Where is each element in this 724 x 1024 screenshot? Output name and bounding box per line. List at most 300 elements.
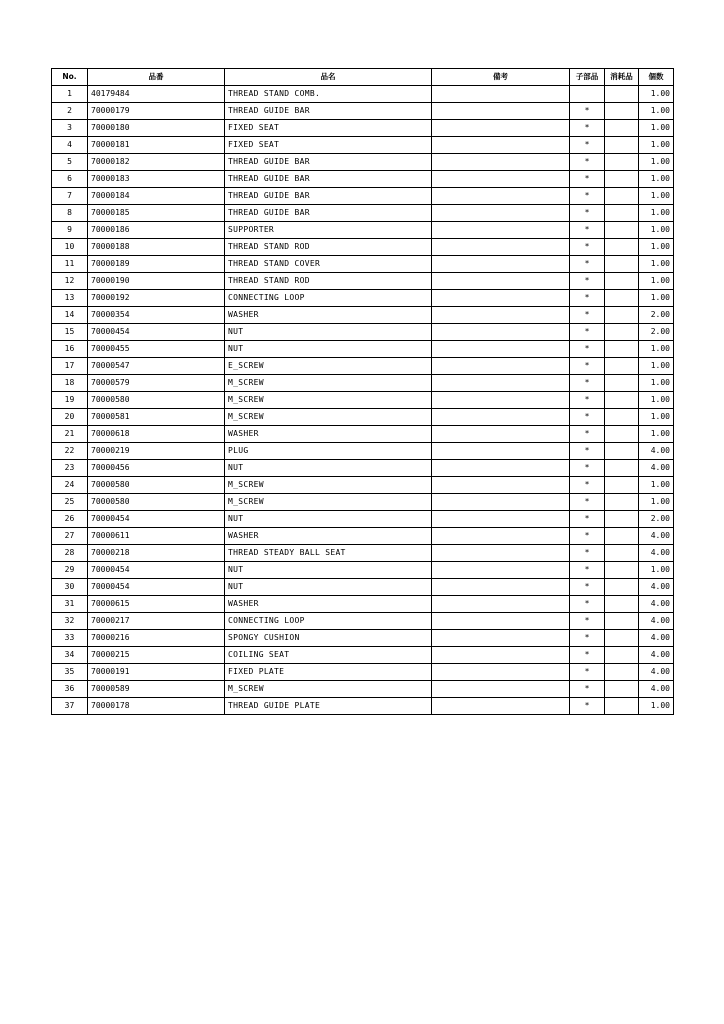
cell-remarks xyxy=(432,647,570,664)
cell-consumable xyxy=(605,613,639,630)
cell-no: 17 xyxy=(52,358,88,375)
cell-subpart: * xyxy=(570,630,605,647)
cell-part-name: CONNECTING LOOP xyxy=(225,613,432,630)
cell-subpart: * xyxy=(570,494,605,511)
cell-quantity: 4.00 xyxy=(639,613,674,630)
table-row xyxy=(52,630,674,647)
cell-part-number: 70000454 xyxy=(88,579,225,596)
table-row xyxy=(52,392,674,409)
cell-part-name: M_SCREW xyxy=(225,392,432,409)
cell-remarks xyxy=(432,426,570,443)
cell-part-number: 70000580 xyxy=(88,392,225,409)
cell-part-name: NUT xyxy=(225,341,432,358)
cell-subpart: * xyxy=(570,647,605,664)
cell-consumable xyxy=(605,188,639,205)
cell-no: 15 xyxy=(52,324,88,341)
table-row xyxy=(52,545,674,562)
cell-subpart: * xyxy=(570,103,605,120)
cell-subpart: * xyxy=(570,290,605,307)
table-row xyxy=(52,358,674,375)
table-row xyxy=(52,341,674,358)
cell-part-name: THREAD GUIDE BAR xyxy=(225,154,432,171)
cell-part-number: 70000354 xyxy=(88,307,225,324)
table-row xyxy=(52,307,674,324)
cell-quantity: 4.00 xyxy=(639,545,674,562)
cell-part-name: WASHER xyxy=(225,307,432,324)
cell-no: 5 xyxy=(52,154,88,171)
cell-remarks xyxy=(432,562,570,579)
cell-part-number: 70000179 xyxy=(88,103,225,120)
cell-part-number: 70000186 xyxy=(88,222,225,239)
table-row xyxy=(52,86,674,103)
cell-part-name: NUT xyxy=(225,460,432,477)
cell-no: 35 xyxy=(52,664,88,681)
cell-part-number: 70000180 xyxy=(88,120,225,137)
cell-part-name: M_SCREW xyxy=(225,494,432,511)
cell-part-number: 70000218 xyxy=(88,545,225,562)
table-header-row xyxy=(52,69,674,86)
cell-no: 10 xyxy=(52,239,88,256)
table-row xyxy=(52,137,674,154)
cell-part-number: 70000183 xyxy=(88,171,225,188)
cell-quantity: 1.00 xyxy=(639,358,674,375)
cell-part-number: 70000581 xyxy=(88,409,225,426)
cell-quantity: 2.00 xyxy=(639,511,674,528)
cell-remarks xyxy=(432,545,570,562)
cell-subpart: * xyxy=(570,409,605,426)
cell-part-name: THREAD STAND ROD xyxy=(225,273,432,290)
cell-part-number: 70000579 xyxy=(88,375,225,392)
cell-remarks xyxy=(432,307,570,324)
cell-part-name: WASHER xyxy=(225,528,432,545)
cell-remarks xyxy=(432,222,570,239)
cell-remarks xyxy=(432,358,570,375)
cell-consumable xyxy=(605,171,639,188)
table-row xyxy=(52,205,674,222)
cell-part-name: CONNECTING LOOP xyxy=(225,290,432,307)
cell-part-number: 70000219 xyxy=(88,443,225,460)
cell-remarks xyxy=(432,477,570,494)
cell-part-number: 70000580 xyxy=(88,477,225,494)
cell-consumable xyxy=(605,409,639,426)
cell-quantity: 1.00 xyxy=(639,562,674,579)
cell-no: 2 xyxy=(52,103,88,120)
cell-subpart: * xyxy=(570,562,605,579)
header-consumable: 消耗品 xyxy=(605,69,639,86)
cell-no: 8 xyxy=(52,205,88,222)
cell-subpart: * xyxy=(570,324,605,341)
cell-part-number: 70000181 xyxy=(88,137,225,154)
cell-part-name: SPONGY CUSHION xyxy=(225,630,432,647)
cell-quantity: 1.00 xyxy=(639,256,674,273)
cell-remarks xyxy=(432,630,570,647)
cell-part-number: 70000615 xyxy=(88,596,225,613)
cell-consumable xyxy=(605,290,639,307)
cell-part-number: 70000589 xyxy=(88,681,225,698)
cell-consumable xyxy=(605,596,639,613)
cell-remarks xyxy=(432,494,570,511)
cell-part-number: 70000188 xyxy=(88,239,225,256)
cell-consumable xyxy=(605,375,639,392)
cell-no: 28 xyxy=(52,545,88,562)
cell-part-name: THREAD STEADY BALL SEAT xyxy=(225,545,432,562)
cell-quantity: 1.00 xyxy=(639,239,674,256)
cell-part-name: THREAD STAND COMB. xyxy=(225,86,432,103)
cell-quantity: 4.00 xyxy=(639,443,674,460)
cell-quantity: 4.00 xyxy=(639,681,674,698)
cell-consumable xyxy=(605,358,639,375)
cell-part-number: 70000182 xyxy=(88,154,225,171)
cell-subpart: * xyxy=(570,375,605,392)
header-quantity: 個数 xyxy=(639,69,674,86)
cell-quantity: 1.00 xyxy=(639,205,674,222)
cell-consumable xyxy=(605,681,639,698)
cell-consumable xyxy=(605,647,639,664)
cell-subpart: * xyxy=(570,341,605,358)
cell-remarks xyxy=(432,375,570,392)
cell-quantity: 1.00 xyxy=(639,171,674,188)
cell-subpart: * xyxy=(570,596,605,613)
cell-quantity: 1.00 xyxy=(639,426,674,443)
cell-subpart: * xyxy=(570,392,605,409)
cell-part-number: 70000192 xyxy=(88,290,225,307)
cell-part-name: SUPPORTER xyxy=(225,222,432,239)
cell-subpart: * xyxy=(570,477,605,494)
cell-quantity: 1.00 xyxy=(639,375,674,392)
cell-consumable xyxy=(605,239,639,256)
header-part-number: 品番 xyxy=(88,69,225,86)
cell-no: 32 xyxy=(52,613,88,630)
cell-part-name: M_SCREW xyxy=(225,681,432,698)
cell-subpart: * xyxy=(570,698,605,715)
cell-remarks xyxy=(432,409,570,426)
cell-consumable xyxy=(605,460,639,477)
cell-remarks xyxy=(432,273,570,290)
table-row xyxy=(52,494,674,511)
cell-quantity: 4.00 xyxy=(639,579,674,596)
cell-quantity: 2.00 xyxy=(639,324,674,341)
cell-part-number: 70000455 xyxy=(88,341,225,358)
table-row xyxy=(52,562,674,579)
cell-part-number: 70000189 xyxy=(88,256,225,273)
cell-part-name: WASHER xyxy=(225,426,432,443)
cell-consumable xyxy=(605,528,639,545)
cell-remarks xyxy=(432,154,570,171)
table-row xyxy=(52,273,674,290)
cell-no: 20 xyxy=(52,409,88,426)
cell-no: 24 xyxy=(52,477,88,494)
cell-consumable xyxy=(605,579,639,596)
cell-part-number: 70000184 xyxy=(88,188,225,205)
cell-quantity: 4.00 xyxy=(639,460,674,477)
table-row xyxy=(52,188,674,205)
cell-subpart: * xyxy=(570,460,605,477)
cell-part-number: 70000190 xyxy=(88,273,225,290)
cell-part-name: M_SCREW xyxy=(225,477,432,494)
cell-part-name: NUT xyxy=(225,511,432,528)
cell-no: 33 xyxy=(52,630,88,647)
cell-remarks xyxy=(432,86,570,103)
cell-part-name: M_SCREW xyxy=(225,409,432,426)
cell-remarks xyxy=(432,290,570,307)
table-row xyxy=(52,613,674,630)
cell-no: 36 xyxy=(52,681,88,698)
cell-subpart: * xyxy=(570,239,605,256)
cell-part-number: 70000216 xyxy=(88,630,225,647)
table-row xyxy=(52,477,674,494)
cell-quantity: 2.00 xyxy=(639,307,674,324)
table-row xyxy=(52,647,674,664)
cell-part-name: THREAD GUIDE BAR xyxy=(225,103,432,120)
cell-quantity: 1.00 xyxy=(639,341,674,358)
cell-quantity: 1.00 xyxy=(639,120,674,137)
cell-subpart: * xyxy=(570,511,605,528)
cell-no: 12 xyxy=(52,273,88,290)
table-row xyxy=(52,222,674,239)
cell-no: 3 xyxy=(52,120,88,137)
header-subpart: 子部品 xyxy=(570,69,605,86)
cell-part-name: THREAD GUIDE BAR xyxy=(225,205,432,222)
cell-part-name: WASHER xyxy=(225,596,432,613)
parts-list-table xyxy=(51,68,674,715)
cell-subpart: * xyxy=(570,137,605,154)
cell-subpart: * xyxy=(570,613,605,630)
cell-consumable xyxy=(605,630,639,647)
cell-subpart: * xyxy=(570,154,605,171)
cell-part-number: 70000454 xyxy=(88,562,225,579)
cell-remarks xyxy=(432,188,570,205)
cell-remarks xyxy=(432,341,570,358)
cell-consumable xyxy=(605,256,639,273)
cell-part-name: E_SCREW xyxy=(225,358,432,375)
cell-part-number: 40179484 xyxy=(88,86,225,103)
table-row xyxy=(52,120,674,137)
cell-no: 31 xyxy=(52,596,88,613)
cell-part-name: THREAD STAND ROD xyxy=(225,239,432,256)
table-row xyxy=(52,443,674,460)
cell-part-number: 70000580 xyxy=(88,494,225,511)
cell-quantity: 1.00 xyxy=(639,103,674,120)
table-row xyxy=(52,596,674,613)
cell-part-name: FIXED SEAT xyxy=(225,120,432,137)
cell-subpart: * xyxy=(570,256,605,273)
cell-remarks xyxy=(432,120,570,137)
cell-subpart: * xyxy=(570,120,605,137)
cell-part-number: 70000456 xyxy=(88,460,225,477)
cell-quantity: 1.00 xyxy=(639,477,674,494)
cell-no: 14 xyxy=(52,307,88,324)
parts-list-body xyxy=(52,86,674,715)
cell-subpart: * xyxy=(570,443,605,460)
cell-quantity: 1.00 xyxy=(639,188,674,205)
cell-part-name: NUT xyxy=(225,324,432,341)
cell-no: 27 xyxy=(52,528,88,545)
cell-consumable xyxy=(605,562,639,579)
table-row xyxy=(52,681,674,698)
table-row xyxy=(52,511,674,528)
header-remarks: 備考 xyxy=(432,69,570,86)
cell-no: 7 xyxy=(52,188,88,205)
cell-remarks xyxy=(432,698,570,715)
cell-remarks xyxy=(432,443,570,460)
cell-part-number: 70000454 xyxy=(88,511,225,528)
table-row xyxy=(52,460,674,477)
cell-remarks xyxy=(432,613,570,630)
cell-subpart: * xyxy=(570,426,605,443)
cell-quantity: 4.00 xyxy=(639,630,674,647)
cell-part-number: 70000178 xyxy=(88,698,225,715)
cell-consumable xyxy=(605,545,639,562)
cell-no: 19 xyxy=(52,392,88,409)
cell-remarks xyxy=(432,596,570,613)
cell-part-name: PLUG xyxy=(225,443,432,460)
cell-consumable xyxy=(605,86,639,103)
table-row xyxy=(52,375,674,392)
cell-quantity: 1.00 xyxy=(639,137,674,154)
cell-part-number: 70000618 xyxy=(88,426,225,443)
cell-consumable xyxy=(605,477,639,494)
cell-consumable xyxy=(605,443,639,460)
cell-subpart: * xyxy=(570,188,605,205)
cell-consumable xyxy=(605,392,639,409)
cell-subpart: * xyxy=(570,681,605,698)
cell-quantity: 1.00 xyxy=(639,494,674,511)
table-row xyxy=(52,154,674,171)
cell-consumable xyxy=(605,324,639,341)
cell-part-number: 70000217 xyxy=(88,613,225,630)
cell-consumable xyxy=(605,341,639,358)
cell-subpart: * xyxy=(570,307,605,324)
cell-remarks xyxy=(432,579,570,596)
cell-part-name: COILING SEAT xyxy=(225,647,432,664)
table-row xyxy=(52,409,674,426)
cell-consumable xyxy=(605,103,639,120)
table-row xyxy=(52,528,674,545)
cell-part-number: 70000547 xyxy=(88,358,225,375)
cell-remarks xyxy=(432,256,570,273)
cell-no: 11 xyxy=(52,256,88,273)
cell-subpart: * xyxy=(570,222,605,239)
cell-part-name: FIXED SEAT xyxy=(225,137,432,154)
table-row xyxy=(52,290,674,307)
cell-remarks xyxy=(432,171,570,188)
cell-consumable xyxy=(605,307,639,324)
cell-part-number: 70000191 xyxy=(88,664,225,681)
cell-no: 18 xyxy=(52,375,88,392)
cell-remarks xyxy=(432,324,570,341)
cell-consumable xyxy=(605,273,639,290)
cell-quantity: 4.00 xyxy=(639,664,674,681)
cell-no: 9 xyxy=(52,222,88,239)
cell-no: 4 xyxy=(52,137,88,154)
cell-no: 16 xyxy=(52,341,88,358)
cell-part-number: 70000185 xyxy=(88,205,225,222)
table-row xyxy=(52,256,674,273)
cell-part-name: THREAD STAND COVER xyxy=(225,256,432,273)
cell-subpart xyxy=(570,86,605,103)
table-row xyxy=(52,426,674,443)
header-part-name: 品名 xyxy=(225,69,432,86)
cell-subpart: * xyxy=(570,545,605,562)
header-no: No. xyxy=(52,69,88,86)
cell-subpart: * xyxy=(570,664,605,681)
cell-no: 30 xyxy=(52,579,88,596)
cell-consumable xyxy=(605,494,639,511)
cell-remarks xyxy=(432,103,570,120)
cell-no: 37 xyxy=(52,698,88,715)
table-row xyxy=(52,103,674,120)
table-row xyxy=(52,171,674,188)
cell-part-number: 70000611 xyxy=(88,528,225,545)
cell-consumable xyxy=(605,120,639,137)
cell-quantity: 1.00 xyxy=(639,409,674,426)
cell-no: 26 xyxy=(52,511,88,528)
cell-quantity: 4.00 xyxy=(639,596,674,613)
cell-subpart: * xyxy=(570,579,605,596)
cell-no: 1 xyxy=(52,86,88,103)
table-row xyxy=(52,239,674,256)
cell-remarks xyxy=(432,137,570,154)
table-row xyxy=(52,698,674,715)
cell-no: 13 xyxy=(52,290,88,307)
cell-quantity: 4.00 xyxy=(639,528,674,545)
cell-part-name: THREAD GUIDE BAR xyxy=(225,171,432,188)
cell-quantity: 1.00 xyxy=(639,154,674,171)
cell-consumable xyxy=(605,664,639,681)
cell-consumable xyxy=(605,698,639,715)
cell-consumable xyxy=(605,205,639,222)
table-row xyxy=(52,579,674,596)
table-row xyxy=(52,664,674,681)
cell-quantity: 1.00 xyxy=(639,698,674,715)
cell-quantity: 1.00 xyxy=(639,392,674,409)
cell-no: 21 xyxy=(52,426,88,443)
cell-no: 22 xyxy=(52,443,88,460)
cell-no: 23 xyxy=(52,460,88,477)
cell-no: 29 xyxy=(52,562,88,579)
cell-remarks xyxy=(432,460,570,477)
cell-remarks xyxy=(432,664,570,681)
cell-part-name: THREAD GUIDE PLATE xyxy=(225,698,432,715)
cell-part-name: FIXED PLATE xyxy=(225,664,432,681)
cell-consumable xyxy=(605,426,639,443)
cell-part-name: NUT xyxy=(225,579,432,596)
cell-subpart: * xyxy=(570,358,605,375)
cell-remarks xyxy=(432,239,570,256)
cell-remarks xyxy=(432,681,570,698)
cell-part-number: 70000454 xyxy=(88,324,225,341)
cell-consumable xyxy=(605,511,639,528)
cell-no: 6 xyxy=(52,171,88,188)
cell-part-name: M_SCREW xyxy=(225,375,432,392)
cell-quantity: 4.00 xyxy=(639,647,674,664)
cell-remarks xyxy=(432,511,570,528)
cell-consumable xyxy=(605,222,639,239)
cell-consumable xyxy=(605,137,639,154)
cell-subpart: * xyxy=(570,273,605,290)
cell-consumable xyxy=(605,154,639,171)
cell-remarks xyxy=(432,205,570,222)
cell-part-name: NUT xyxy=(225,562,432,579)
cell-quantity: 1.00 xyxy=(639,222,674,239)
cell-quantity: 1.00 xyxy=(639,86,674,103)
cell-quantity: 1.00 xyxy=(639,273,674,290)
cell-no: 34 xyxy=(52,647,88,664)
cell-quantity: 1.00 xyxy=(639,290,674,307)
cell-subpart: * xyxy=(570,528,605,545)
table-row xyxy=(52,324,674,341)
cell-remarks xyxy=(432,528,570,545)
